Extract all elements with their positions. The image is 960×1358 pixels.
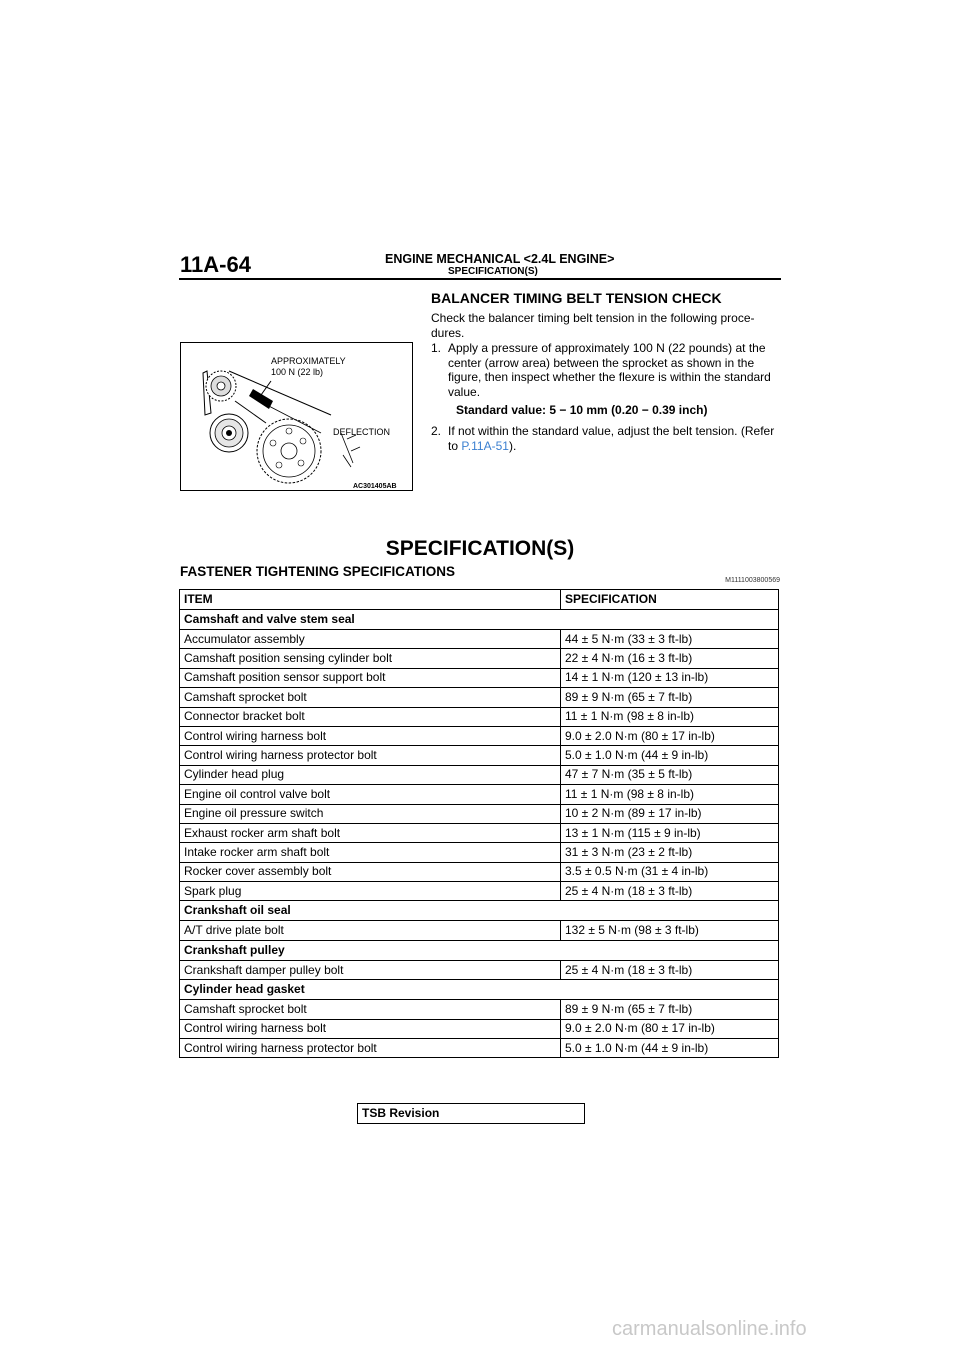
column-header-item: ITEM bbox=[180, 590, 561, 610]
specification-cell: 5.0 ± 1.0 N·m (44 ± 9 in-lb) bbox=[561, 746, 779, 765]
item-cell: Crankshaft damper pulley bolt bbox=[180, 960, 561, 979]
step2-end: ). bbox=[508, 438, 517, 453]
table-row bbox=[180, 765, 779, 784]
group-label: Crankshaft oil seal bbox=[180, 901, 779, 921]
table-row bbox=[180, 823, 779, 842]
section-title: ENGINE MECHANICAL <2.4L ENGINE> bbox=[385, 252, 615, 266]
item-cell: Engine oil pressure switch bbox=[180, 804, 561, 823]
item-cell: Camshaft position sensing cylinder bolt bbox=[180, 649, 561, 668]
table-row bbox=[180, 746, 779, 765]
specification-cell: 10 ± 2 N·m (89 ± 17 in-lb) bbox=[561, 804, 779, 823]
table-row bbox=[180, 862, 779, 881]
item-cell: Intake rocker arm shaft bolt bbox=[180, 843, 561, 862]
table-row bbox=[180, 785, 779, 804]
table-row bbox=[180, 921, 779, 940]
belt-diagram bbox=[181, 343, 414, 492]
column-header-specification: SPECIFICATION bbox=[561, 590, 779, 610]
item-cell: Control wiring harness bolt bbox=[180, 1019, 561, 1038]
figure-label-force-1: APPROXIMATELY bbox=[271, 356, 346, 366]
upper-sprocket bbox=[206, 371, 236, 401]
group-label: Crankshaft pulley bbox=[180, 940, 779, 960]
item-cell: Exhaust rocker arm shaft bolt bbox=[180, 823, 561, 842]
item-cell: Control wiring harness bolt bbox=[180, 726, 561, 745]
specifications-title: SPECIFICATION(S) bbox=[385, 537, 575, 560]
table-row bbox=[180, 630, 779, 649]
table-row bbox=[180, 1039, 779, 1058]
item-cell: Camshaft sprocket bolt bbox=[180, 688, 561, 707]
section-subtitle: SPECIFICATION(S) bbox=[448, 266, 538, 277]
figure-label-force-2: 100 N (22 lb) bbox=[271, 367, 324, 377]
group-label: Cylinder head gasket bbox=[180, 980, 779, 1000]
item-cell: Engine oil control valve bolt bbox=[180, 785, 561, 804]
balancer-intro: Check the balancer timing belt tension in the following proce- dures. bbox=[431, 311, 755, 340]
section-code: M1111003800569 bbox=[725, 577, 780, 584]
item-cell: Rocker cover assembly bolt bbox=[180, 862, 561, 881]
page-reference-link[interactable]: P.11A-51 bbox=[461, 438, 509, 453]
specification-cell: 25 ± 4 N·m (18 ± 3 ft-lb) bbox=[561, 960, 779, 979]
table-row bbox=[180, 688, 779, 707]
specification-cell: 9.0 ± 2.0 N·m (80 ± 17 in-lb) bbox=[561, 1019, 779, 1038]
table-group-row bbox=[180, 980, 779, 1000]
watermark: carmanualsonline.info bbox=[612, 1318, 807, 1340]
specification-cell: 14 ± 1 N·m (120 ± 13 in-lb) bbox=[561, 668, 779, 687]
specification-cell: 89 ± 9 N·m (65 ± 7 ft-lb) bbox=[561, 1000, 779, 1019]
step1-text: Apply a pressure of approximately 100 N (22 pounds) at the center (arrow area) between the sprocket as shown in the figure, then inspect whether the flexure is within the standard value. bbox=[448, 341, 771, 399]
item-cell: Accumulator assembly bbox=[180, 630, 561, 649]
belt-tension-figure bbox=[180, 342, 413, 491]
specification-cell: 44 ± 5 N·m (33 ± 3 ft-lb) bbox=[561, 630, 779, 649]
table-row bbox=[180, 649, 779, 668]
item-cell: Control wiring harness protector bolt bbox=[180, 746, 561, 765]
table-header-row bbox=[180, 590, 779, 610]
table-row bbox=[180, 843, 779, 862]
specification-cell: 13 ± 1 N·m (115 ± 9 in-lb) bbox=[561, 823, 779, 842]
item-cell: Camshaft sprocket bolt bbox=[180, 1000, 561, 1019]
standard-value: Standard value: 5 − 10 mm (0.20 − 0.39 inch) bbox=[456, 403, 708, 417]
table-group-row bbox=[180, 940, 779, 960]
table-group-row bbox=[180, 901, 779, 921]
header-rule bbox=[179, 278, 781, 280]
figure-code: AC301405AB bbox=[353, 483, 397, 490]
table-group-row bbox=[180, 610, 779, 630]
specification-cell: 22 ± 4 N·m (16 ± 3 ft-lb) bbox=[561, 649, 779, 668]
specification-cell: 11 ± 1 N·m (98 ± 8 in-lb) bbox=[561, 707, 779, 726]
group-label: Camshaft and valve stem seal bbox=[180, 610, 779, 630]
item-cell: A/T drive plate bolt bbox=[180, 921, 561, 940]
specification-cell: 47 ± 7 N·m (35 ± 5 ft-lb) bbox=[561, 765, 779, 784]
page-number: 11A-64 bbox=[180, 252, 251, 277]
balancer-heading: BALANCER TIMING BELT TENSION CHECK bbox=[431, 290, 722, 306]
item-cell: Connector bracket bolt bbox=[180, 707, 561, 726]
specification-cell: 11 ± 1 N·m (98 ± 8 in-lb) bbox=[561, 785, 779, 804]
specification-cell: 132 ± 5 N·m (98 ± 3 ft-lb) bbox=[561, 921, 779, 940]
specification-cell: 3.5 ± 0.5 N·m (31 ± 4 in-lb) bbox=[561, 862, 779, 881]
figure-label-deflection: DEFLECTION bbox=[333, 427, 391, 437]
table-row bbox=[180, 707, 779, 726]
specification-cell: 5.0 ± 1.0 N·m (44 ± 9 in-lb) bbox=[561, 1039, 779, 1058]
table-row bbox=[180, 804, 779, 823]
step2-body: If not within the standard value, adjust the belt tension. (Refer to bbox=[448, 424, 775, 453]
specification-cell: 89 ± 9 N·m (65 ± 7 ft-lb) bbox=[561, 688, 779, 707]
fastener-spec-table bbox=[179, 589, 779, 1058]
table-row bbox=[180, 668, 779, 687]
item-cell: Spark plug bbox=[180, 882, 561, 901]
large-sprocket bbox=[257, 419, 321, 483]
table-row bbox=[180, 1019, 779, 1038]
item-cell: Camshaft position sensor support bolt bbox=[180, 668, 561, 687]
step1-number: 1. bbox=[431, 341, 442, 355]
specification-cell: 9.0 ± 2.0 N·m (80 ± 17 in-lb) bbox=[561, 726, 779, 745]
step2-number: 2. bbox=[431, 424, 442, 438]
table-row bbox=[180, 960, 779, 979]
fastener-heading: FASTENER TIGHTENING SPECIFICATIONS bbox=[180, 564, 456, 579]
tensioner-pulley bbox=[210, 414, 248, 452]
table-row bbox=[180, 726, 779, 745]
item-cell: Control wiring harness protector bolt bbox=[180, 1039, 561, 1058]
step2-text bbox=[448, 424, 781, 453]
specification-cell: 25 ± 4 N·m (18 ± 3 ft-lb) bbox=[561, 882, 779, 901]
table-row bbox=[180, 1000, 779, 1019]
specification-cell: 31 ± 3 N·m (23 ± 2 ft-lb) bbox=[561, 843, 779, 862]
table-row bbox=[180, 882, 779, 901]
tsb-revision-box: TSB Revision bbox=[357, 1103, 585, 1124]
item-cell: Cylinder head plug bbox=[180, 765, 561, 784]
